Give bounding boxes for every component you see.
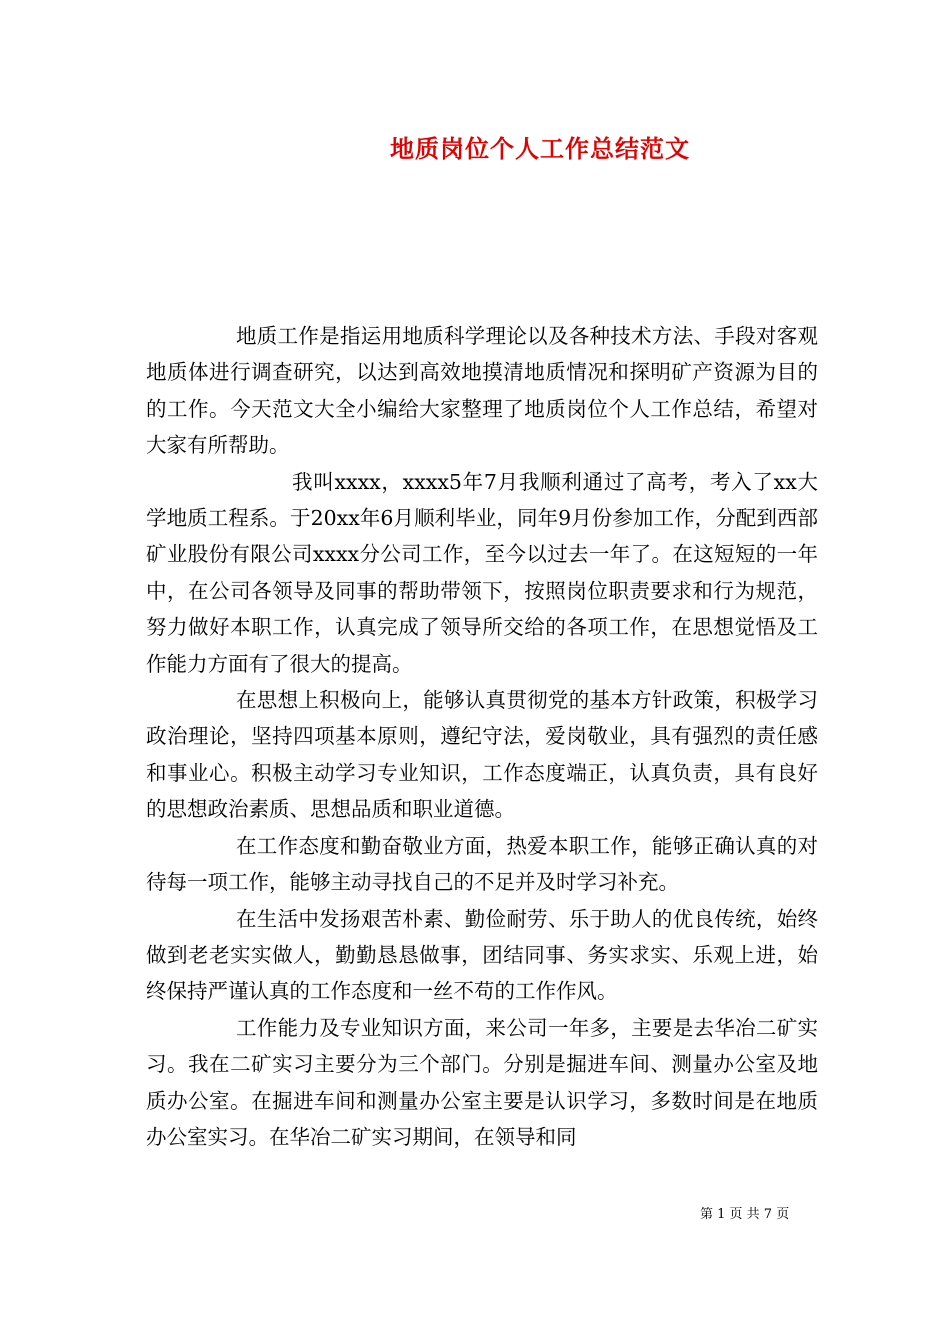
document-body <box>146 318 818 1155</box>
paragraph-ability: 工作能力及专业知识方面，来公司一年多，主要是去华冶二矿实习。我在二矿实习主要分为三个部门。分别是掘进车间、测量办公室及地质办公室。在掘进车间和测量办公室主要是认识学习，多数时间是在地质办公室实习。在华冶二矿实习期间，在领导和同 <box>146 1015 818 1149</box>
paragraph-life: 在生活中发扬艰苦朴素、勤俭耐劳、乐于助人的优良传统，始终做到老老实实做人，勤勤恳恳做事，团结同事、务实求实、乐观上进，始终保持严谨认真的工作态度和一丝不苟的工作作风。 <box>146 906 818 1004</box>
paragraph-intro: 地质工作是指运用地质科学理论以及各种技术方法、手段对客观地质体进行调查研究，以达到高效地摸清地质情况和探明矿产资源为目的的工作。今天范文大全小编给大家整理了地质岗位个人工作总结，希望对大家有所帮助。 <box>146 324 818 458</box>
paragraph-thought: 在思想上积极向上，能够认真贯彻党的基本方针政策，积极学习政治理论，坚持四项基本原则，遵纪守法，爱岗敬业，具有强烈的责任感和事业心。积极主动学习专业知识，工作态度端正，认真负责，具有良好的思想政治素质、思想品质和职业道德。 <box>146 688 818 822</box>
document-title: 地质岗位个人工作总结范文 <box>390 134 690 163</box>
paragraph-attitude: 在工作态度和勤奋敬业方面，热爱本职工作，能够正确认真的对待每一项工作，能够主动寻找自己的不足并及时学习补充。 <box>146 833 818 895</box>
paragraph-background: 我叫xxxx，xxxx5年7月我顺利通过了高考，考入了xx大学地质工程系。于20xx年6月顺利毕业，同年9月份参加工作，分配到西部矿业股份有限公司xxxx分公司工作，至今以过去一年了。在这短短的一年中，在公司各领导及同事的帮助带领下，按照岗位职责要求和行为规范，努力做好本职工作，认真完成了领导所交给的各项工作，在思想觉悟及工作能力方面有了很大的提高。 <box>146 469 818 676</box>
page-number-footer: 第 1 页 共 7 页 <box>700 1207 790 1222</box>
